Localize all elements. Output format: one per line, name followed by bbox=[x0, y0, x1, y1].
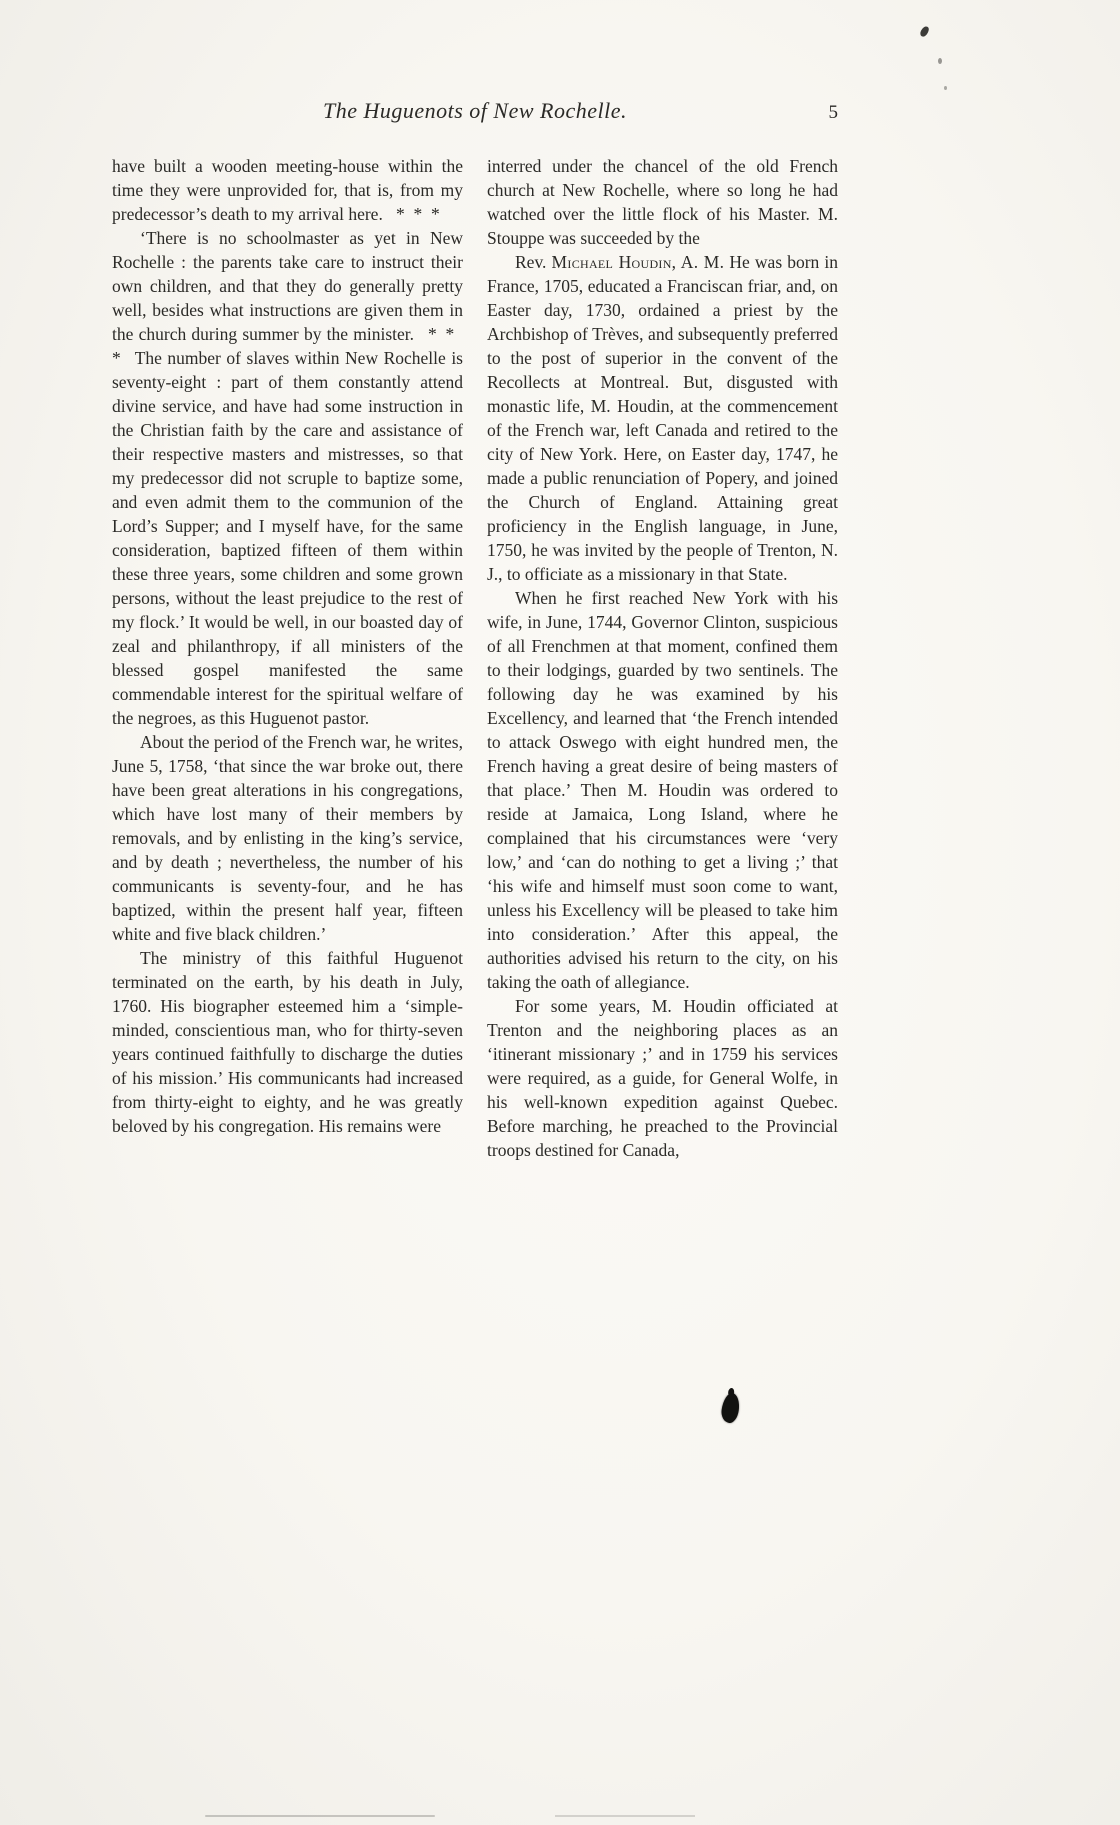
left-column bbox=[112, 154, 463, 1162]
page-text-block bbox=[112, 98, 838, 1162]
text-run: For some years, M. Houdin officiated at Trenton and the neighboring places as an ‘itinerant missionary ;’ and in 1759 his services were required, as a guide, for General Wolfe, in his well-known expedition against Quebec. Before marching, he preached to the Provincial troops destined for Canada, bbox=[487, 996, 838, 1160]
text-run: ‘There is no schoolmaster as yet in New Rochelle : the parents take care to instruct their own children, and that they do generally pretty well, besides what instructions are given them in the church during summer by the minister. * * * The number of slaves within New Rochelle is seventy-eight : part of them constantly attend divine service, and have had some instruction in the Christian faith by the care and assistance of their respective masters and mistresses, so that my predecessor did not scruple to baptize some, and even admit them to the communion of the Lord’s Supper; and I myself have, for the same consideration, baptized fifteen of them within these three years, some children and some grown persons, without the least prejudice to the rest of my flock.’ It would be well, in our boasted day of zeal and philanthropy, if all ministers of the blessed gospel manifested the same commendable interest for the spiritual welfare of the negroes, as this Huguenot pastor. bbox=[112, 228, 463, 728]
running-head-title: The Huguenots of New Rochelle. bbox=[322, 98, 627, 123]
scan-speckle bbox=[919, 25, 930, 38]
text-run: Rev. bbox=[515, 252, 552, 272]
paragraph bbox=[112, 226, 463, 730]
page-number: 5 bbox=[828, 102, 838, 123]
right-column bbox=[487, 154, 838, 1162]
paragraph bbox=[112, 154, 463, 226]
text-run: have built a wooden meeting-house within the time they were unprovided for, that is, from my predecessor’s death to my arrival here. * * * bbox=[112, 156, 463, 224]
paragraph bbox=[487, 994, 838, 1162]
paragraph bbox=[112, 946, 463, 1138]
scan-edge-mark bbox=[205, 1815, 435, 1817]
person-name-smallcaps: Michael Houdin, A. M. bbox=[551, 252, 725, 272]
scan-speckle bbox=[938, 58, 942, 64]
paragraph bbox=[112, 730, 463, 946]
paragraph bbox=[487, 154, 838, 250]
paragraph bbox=[487, 586, 838, 994]
paragraph bbox=[487, 250, 838, 586]
scan-speckle bbox=[944, 86, 947, 90]
text-run: interred under the chancel of the old French church at New Rochelle, where so long he had watched over the little flock of his Master. M. Stouppe was succeeded by the bbox=[487, 156, 838, 248]
page-header bbox=[112, 98, 838, 124]
ink-blot-artifact bbox=[720, 1392, 741, 1424]
text-run: About the period of the French war, he writes, June 5, 1758, ‘that since the war broke out, there have been great alterations in his congregations, which have lost many of their members by removals, and by enlisting in the king’s service, and by death ; nevertheless, the number of his communicants is seventy-four, and he has baptized, within the present half year, fifteen white and five black children.’ bbox=[112, 732, 463, 944]
text-columns bbox=[112, 154, 838, 1162]
text-run: The ministry of this faithful Huguenot terminated on the earth, by his death in July, 1760. His biographer esteemed him a ‘simple-minded, conscientious man, who for thirty-seven years continued faithfully to discharge the duties of his mission.’ His communicants had increased from thirty-eight to eighty, and he was greatly beloved by his congregation. His remains were bbox=[112, 948, 463, 1136]
text-run: He was born in France, 1705, educated a Franciscan friar, and, on Easter day, 1730, ordained a priest by the Archbishop of Trèves, and subsequently preferred to the post of superior in the convent of the Recollects at Montreal. But, disgusted with monastic life, M. Houdin, at the commencement of the French war, left Canada and retired to the city of New York. Here, on Easter day, 1747, he made a public renunciation of Popery, and joined the Church of England. Attaining great proficiency in the English language, in June, 1750, he was invited by the people of Trenton, N. J., to officiate as a missionary in that State. bbox=[487, 252, 839, 584]
text-run: When he first reached New York with his wife, in June, 1744, Governor Clinton, suspicious of all Frenchmen at that moment, confined them to their lodgings, guarded by two sentinels. The following day he was examined by his Excellency, and learned that ‘the French intended to attack Oswego with eight hundred men, the French having a great desire of being masters of that place.’ Then M. Houdin was ordered to reside at Jamaica, Long Island, where he complained that his circumstances were ‘very low,’ and ‘can do nothing to get a living ;’ that ‘his wife and himself must soon come to want, unless his Excellency will be pleased to take him into consideration.’ After this appeal, the authorities advised his return to the city, on his taking the oath of allegiance. bbox=[487, 588, 838, 992]
